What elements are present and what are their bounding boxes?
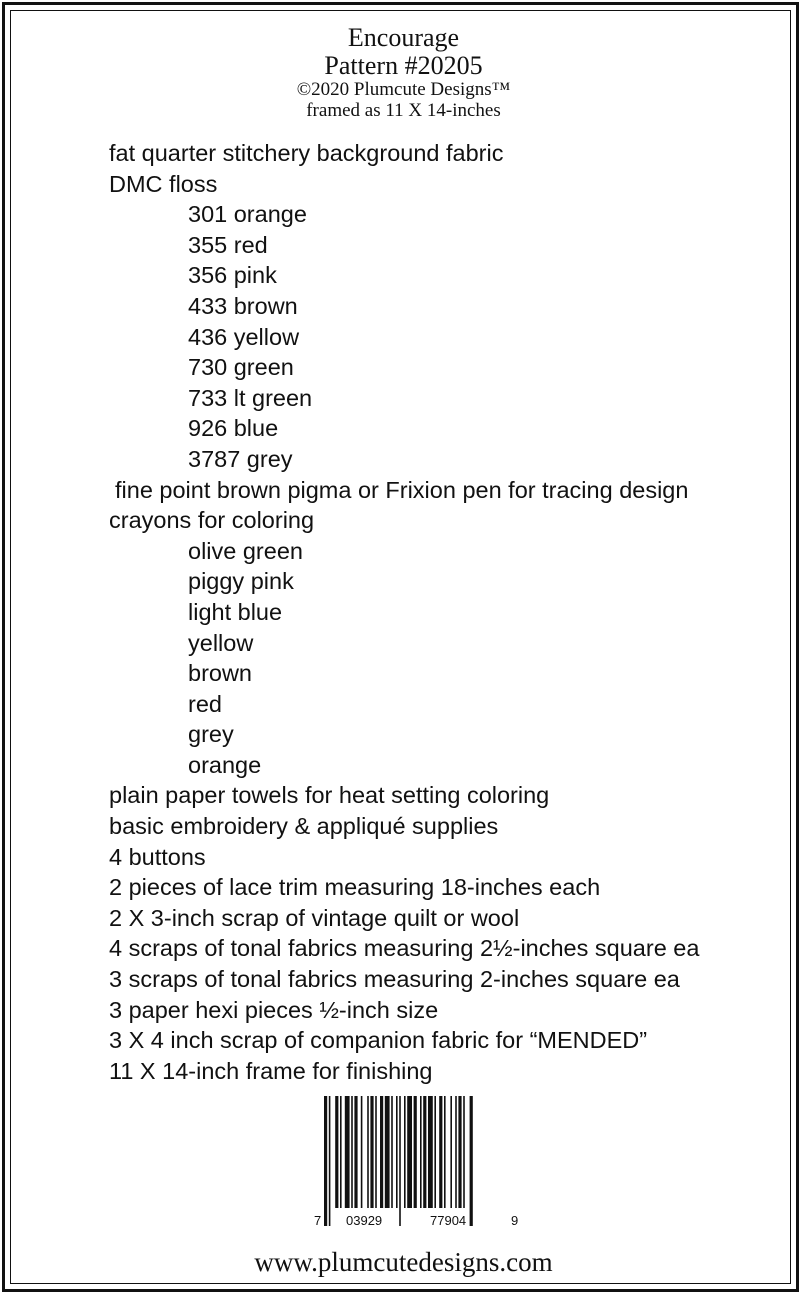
barcode-bar bbox=[455, 1096, 457, 1208]
barcode-bar bbox=[463, 1096, 465, 1208]
pattern-header bbox=[0, 24, 807, 121]
pattern-number: Pattern #20205 bbox=[324, 51, 483, 80]
barcode-bar bbox=[324, 1096, 327, 1226]
barcode-bar bbox=[407, 1096, 412, 1208]
barcode bbox=[312, 1094, 522, 1229]
supply-subitem: orange bbox=[188, 751, 262, 778]
barcode-bar bbox=[345, 1096, 350, 1208]
supply-subitem: 356 pink bbox=[188, 262, 277, 289]
supply-subitem: 433 brown bbox=[188, 292, 298, 319]
barcode-bar bbox=[361, 1096, 363, 1208]
barcode-bar bbox=[367, 1096, 369, 1208]
barcode-bar bbox=[450, 1096, 452, 1208]
barcode-bar bbox=[439, 1096, 442, 1208]
barcode-bar bbox=[434, 1096, 436, 1208]
barcode-bar bbox=[351, 1096, 353, 1208]
supply-subitem: 301 orange bbox=[188, 201, 307, 228]
barcode-group-left: 03929 bbox=[346, 1213, 383, 1228]
supply-subitem: brown bbox=[188, 660, 253, 687]
barcode-bar bbox=[329, 1096, 331, 1226]
barcode-bar bbox=[399, 1096, 401, 1226]
barcode-bar bbox=[458, 1096, 461, 1208]
supply-item: fat quarter stitchery background fabric bbox=[109, 140, 504, 166]
supply-item: 3 paper hexi pieces ½-inch size bbox=[109, 996, 439, 1023]
supply-item: 11 X 14-inch frame for finishing bbox=[109, 1057, 433, 1084]
supply-subitem: 3787 grey bbox=[188, 445, 293, 472]
barcode-digit-first: 7 bbox=[314, 1213, 322, 1228]
supply-list bbox=[109, 138, 699, 1086]
barcode-bar bbox=[354, 1096, 357, 1208]
barcode-bar bbox=[340, 1096, 342, 1208]
supply-item: 4 buttons bbox=[109, 843, 206, 870]
supply-subitem: red bbox=[188, 690, 222, 717]
supply-item: basic embroidery & appliqué supplies bbox=[109, 813, 499, 840]
supply-item: 3 X 4 inch scrap of companion fabric for “MENDED” bbox=[109, 1027, 648, 1054]
supply-item: DMC floss bbox=[109, 170, 218, 197]
website-url[interactable]: www.plumcutedesigns.com bbox=[254, 1247, 553, 1277]
supply-item: crayons for coloring bbox=[109, 507, 315, 534]
pattern-title: Encourage bbox=[347, 23, 460, 52]
supply-subitem: light blue bbox=[188, 598, 283, 625]
barcode-group-right: 77904 bbox=[430, 1213, 467, 1228]
barcode-bar bbox=[420, 1096, 422, 1208]
supply-item: 2 X 3-inch scrap of vintage quilt or wool bbox=[109, 904, 520, 931]
supply-item: 2 pieces of lace trim measuring 18-inches each bbox=[109, 874, 601, 901]
barcode-bar bbox=[370, 1096, 373, 1208]
supply-subitem: 926 blue bbox=[188, 415, 279, 442]
supply-subitem: 733 lt green bbox=[188, 384, 313, 411]
supply-subitem: 355 red bbox=[188, 231, 268, 258]
barcode-bar bbox=[428, 1096, 433, 1208]
supply-subitem: 436 yellow bbox=[188, 323, 300, 350]
barcode-bar bbox=[391, 1096, 393, 1208]
barcode-bar bbox=[414, 1096, 417, 1208]
supply-item: fine point brown pigma or Frixion pen for tracing design bbox=[115, 476, 689, 503]
supply-item: 4 scraps of tonal fabrics measuring 2½-inches square ea bbox=[109, 935, 700, 962]
barcode-bar bbox=[404, 1096, 406, 1208]
supply-item: plain paper towels for heat setting coloring bbox=[109, 782, 550, 809]
framed-size-line: framed as 11 X 14-inches bbox=[306, 100, 501, 121]
supply-subitem: grey bbox=[188, 721, 234, 748]
barcode-bar bbox=[380, 1096, 383, 1208]
barcode-bars bbox=[324, 1096, 473, 1226]
barcode-bar bbox=[375, 1096, 377, 1208]
barcode-bar bbox=[396, 1096, 398, 1208]
supply-subitem: 730 green bbox=[188, 354, 294, 381]
supply-subitem: yellow bbox=[188, 629, 254, 656]
barcode-bar bbox=[444, 1096, 446, 1208]
supply-subitem: olive green bbox=[188, 537, 303, 564]
barcode-bar bbox=[335, 1096, 338, 1208]
supply-item: 3 scraps of tonal fabrics measuring 2-inches square ea bbox=[109, 966, 680, 993]
copyright-line: ©2020 Plumcute Designs™ bbox=[296, 79, 511, 100]
barcode-bar bbox=[385, 1096, 390, 1208]
barcode-bar bbox=[423, 1096, 426, 1208]
barcode-digit-last: 9 bbox=[511, 1213, 519, 1228]
supply-subitem: piggy pink bbox=[188, 568, 294, 595]
barcode-bar bbox=[470, 1096, 473, 1226]
